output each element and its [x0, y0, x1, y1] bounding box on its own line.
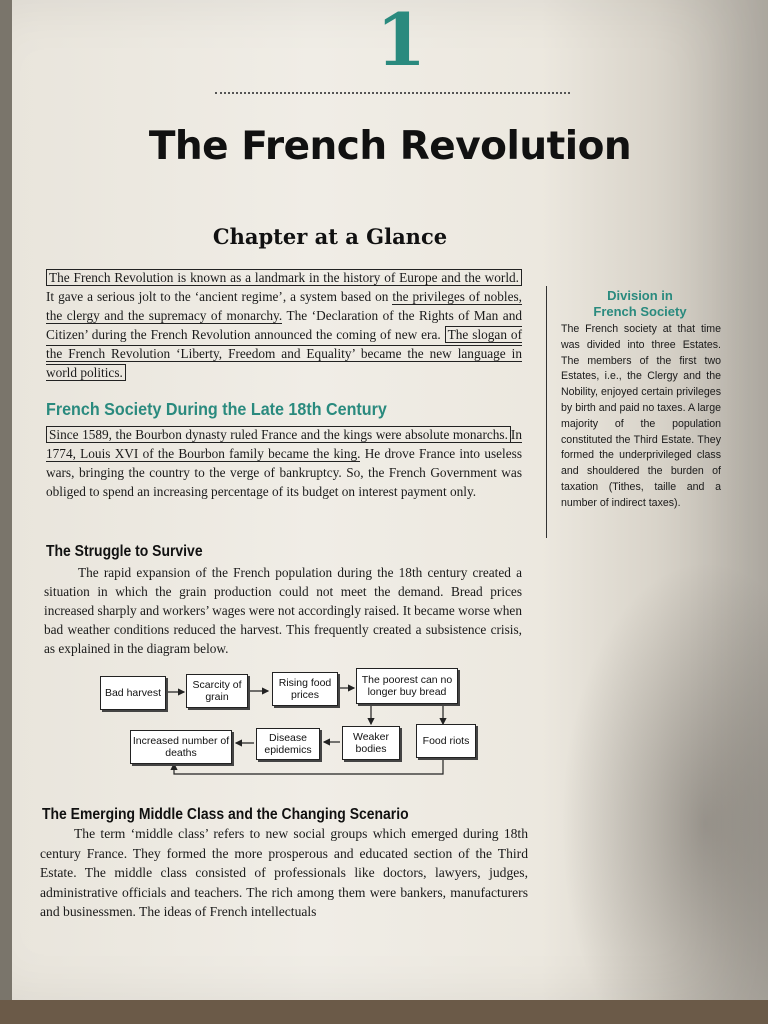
- intro-boxed-text-2: The slogan of the French Revolution ‘Liberty, Freedom and Equality’ became the new language in world politics.: [46, 327, 522, 380]
- struggle-paragraph: [44, 563, 522, 658]
- intro-paragraph: [46, 268, 522, 382]
- intro-text-2: The ‘Declaration of the Rights of Man and Citizen’ during the French Revolution announced the coming of new era.: [46, 308, 523, 342]
- subsistence-crisis-diagram: [98, 664, 488, 784]
- middle-class-paragraph: [40, 824, 528, 922]
- intro-text-1: It gave a serious jolt to the ‘ancient regime’, a system based on: [46, 289, 393, 304]
- box-increased-deaths: Increased number of deaths: [130, 730, 232, 764]
- box-weaker-bodies: Weaker bodies: [342, 726, 400, 760]
- middle-class-text: The term ‘middle class’ refers to new social groups which emerged during 18th century France. They formed the more prosperous and educated section of the Third Estate. The middle class consisted of professionals like doctors, lawyers, judges, administrative officials and teachers. The rich among them were bankers, manufacturers and businessmen. The ideas of French intellectuals: [40, 826, 528, 919]
- box-poorest-cannot-buy-bread: The poorest can no longer buy bread: [356, 668, 458, 704]
- intro-underlined-text: the privileges of nobles, the clergy and the supremacy of monarchy.: [46, 289, 522, 323]
- sidebar-heading-line-1: Division in: [607, 288, 673, 303]
- struggle-heading: The Struggle to Survive: [46, 543, 203, 560]
- box-bad-harvest: Bad harvest: [100, 676, 166, 710]
- chapter-title: The French Revolution: [148, 124, 632, 169]
- table-surface: [0, 1000, 768, 1024]
- sidebar-body: The French society at that time was divided into three Estates. The members of the first two Estates, i.e., the Clergy and the Nobility, enjoyed certain privileges by birth and paid no taxes. A large majority of the population constituted the Third Estate. They formed the underprivileged class and shouldered the burden of taxation (Tithes, taille and a number of indirect taxes).: [561, 323, 721, 509]
- sidebar-heading: [560, 288, 720, 320]
- society-text: He drove France into useless wars, bringing the country to the verge of bankruptcy. So, the French Government was obliged to spend an increasing percentage of its budget on interest payment only.: [46, 446, 523, 499]
- box-disease-epidemics: Disease epidemics: [256, 728, 320, 760]
- struggle-text: The rapid expansion of the French population during the 18th century created a situation in which the grain production could not meet the demand. Bread prices increased sharply and workers’ wages were not accordingly raised. It became worse when bad weather conditions reduced the harvest. This frequently created a subsistence crisis, as explained in the diagram below.: [44, 565, 522, 656]
- society-boxed-text: Since 1589, the Bourbon dynasty ruled France and the kings were absolute monarchs.: [46, 426, 511, 443]
- society-underlined-text: In 1774, Louis XVI of the Bourbon family became the king.: [46, 427, 522, 461]
- box-food-riots: Food riots: [416, 724, 476, 758]
- french-society-paragraph: [46, 425, 522, 501]
- dotted-divider: [215, 92, 570, 94]
- chapter-at-a-glance-heading: Chapter at a Glance: [212, 224, 448, 249]
- chapter-number: 1: [376, 0, 427, 82]
- sidebar-heading-line-2: French Society: [593, 304, 687, 319]
- intro-boxed-text-1: The French Revolution is known as a landmark in the history of Europe and the world.: [46, 269, 522, 286]
- box-rising-food-prices: Rising food prices: [272, 672, 338, 706]
- french-society-heading: French Society During the Late 18th Century: [46, 399, 387, 419]
- box-scarcity-of-grain: Scarcity of grain: [186, 674, 248, 708]
- middle-class-heading: The Emerging Middle Class and the Changing Scenario: [42, 806, 409, 823]
